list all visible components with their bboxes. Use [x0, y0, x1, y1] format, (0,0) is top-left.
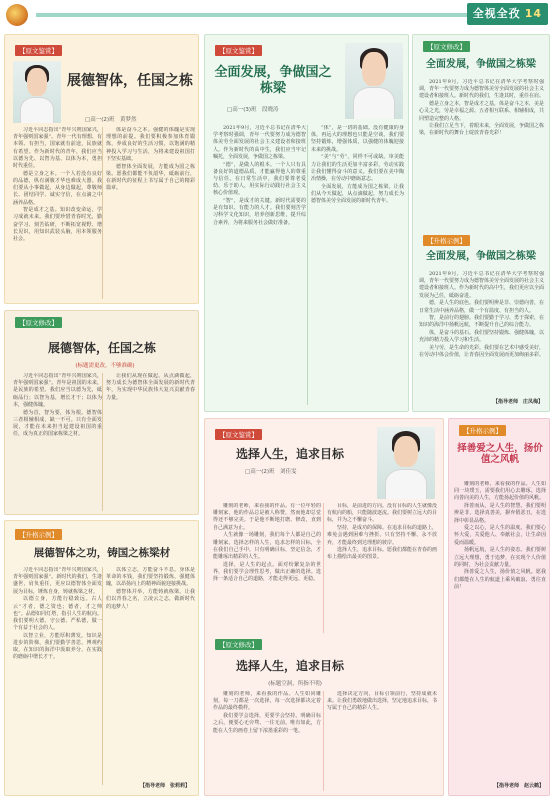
article-body-col-2: “体”，是一切的基础。没有健康的身体，再远大的理想也只能是空谈。我们要坚持锻炼，增强体质，以强健的体魄迎接未来的挑战。 “美”与“劳”，同样不可或缺。审美能力让我们的生活更加丰富多彩，劳动实践让我们懂得奋斗的意义。我们要在美中陶冶情操，在劳动中磨砺意志。 全面发展，方能成为国之栋梁。让我们从今天做起，从点滴做起，努力成长为德智体美劳全面发展的新时代青年。 [311, 125, 404, 205]
article-body: 雕刻的老师，来看我的作品。人生如同一块璞玉，需要我们用心去雕琢。选择向善向美的人生，方能扬起价值的风帆。 择善而从，是人生的智慧。我们要明辨是非，选择真善美，摒弃假恶丑，在选择中彰显品格。 爱之以心，是人生的温度。我们要心怀大爱，关爱他人、奉献社会，让生命因爱而温暖。 扬帆远航，是人生的姿态。我们要树立远大理想，勇于追梦，在实现个人价值的同时，为社会贡献力量。 择善爱之人生，扬价值之风帆。愿我们都能在人生的航道上乘风破浪、勇往直前！ [454, 481, 546, 590]
article-title: 选择人生，追求目标 [235, 659, 344, 673]
article-title: 展德智体，任国之栋 [67, 73, 193, 89]
article-tag: 【原文修改】 [15, 317, 62, 328]
teacher-signature: 【指导老师 张莉莉】 [139, 783, 190, 789]
column-divider [102, 127, 103, 299]
article-tag: 【升格示例】 [423, 235, 470, 246]
article-body-col-2: 体是奋斗之本。强健的体魄是实现理想的前提。我们要积极参加体育锻炼，养成良好的生活习惯，以饱满的精神投入学习与生活，为将来建设祖国打下坚实基础。 德智体全面发展，方能成为国之栋梁。愿我们都能不负韶华，砥砺前行，在新时代的征程上书写属于自己的精彩篇章。 [106, 127, 195, 192]
article-title: 展德智体，任国之栋 [47, 341, 156, 355]
article-title: 选择人生，追求目标 [235, 447, 344, 461]
teacher-signature: 【指导老师 庄凤梅】 [492, 399, 543, 405]
article-panel-bottom-left [204, 418, 444, 796]
column-divider [102, 373, 103, 511]
article-author: □高一(3)班 段晓涛 [227, 107, 279, 113]
article-body: 2021年9月，习近平总书记在清华大学考察时强调，青年一代要努力成为德智体美劳全面发展的社会主义建设者和接班人。作为新时代的高中生，我们更应以全面发展为己任，砥砺奋进。 德，是人生的底色。我们要明辨是非、崇德向善，在日常生活中涵养品格，做一个有温度、有担当的人。 智，是前行的翅膀。我们要勤于学习、勇于探索，在知识的海洋中扬帆远航，不断提升自己的综合能力。 体，是奋斗的基石。我们要坚持锻炼、强健体魄，以充沛的精力投入学习和生活。 美与劳，是生命的光彩。我们要在艺术中感受美好，在劳动中体会价值，让青春因全面发展而更加绚丽多彩。 [419, 271, 544, 359]
article-tag: 【原文鉴赏】 [15, 45, 62, 56]
article-panel-middle [204, 34, 409, 412]
article-panel-left-3 [4, 520, 199, 796]
student-photo [377, 427, 435, 499]
article-body-col-1: 雕刻的老师，来看我的作品。有一位年轻的雕刻家，他的作品总是被人称赞，然而他却总觉得还不够完美。于是他不断地打磨、修改，直到自己满意为止。 人生就像一场雕刻，我们每个人都是自己的雕刻家。选择怎样的人生，追求怎样的目标，全在我们自己手中。只有明确目标，坚定信念，才能雕琢出精彩的人生。 选择，是人生的起点。面对纷繁复杂的世界，我们要学会理性思考，做出正确的选择。选择一条适合自己的道路，才能走得更远、更稳。 [213, 503, 321, 583]
article-tag: 【升格示例】 [15, 529, 62, 540]
article-author: □高一(2)班 刘佳雯 [245, 469, 297, 475]
page-number: 14 [524, 7, 542, 20]
header-band [36, 13, 486, 17]
teacher-signature: 【指导老师 赵云鹤】 [493, 783, 544, 789]
article-title: 全面发展，争做国之栋梁 [426, 59, 536, 70]
column-divider [102, 567, 103, 785]
article-title: 择善爱之人生，扬价值之风帆 [457, 443, 543, 466]
article-tag: 【原文鉴赏】 [215, 45, 262, 56]
article-body-col-1: 习近平同志指出“青年兴则国家兴，青年强则国家强”。青年一代有理想、有本领、有担当，国家就有前途，民族就有希望。作为新时代的青年，我们应当以德为先、以智为基、以体为本，勇担时代重任。 德是立身之本。一个人若没有良好的品德，纵有满腹才华也难成大器。我们要从小事做起，从身边做起，尊敬师长、团结同学、诚实守信，在点滴之中涵养品格。 智是成才之基。知识改变命运，学习成就未来。我们要珍惜青春时光，勤奋学习、刻苦钻研，不断拓宽视野、增长见识，用知识武装头脑，用本领服务社会。 [13, 127, 102, 243]
masthead [0, 0, 554, 30]
article-body-col-2: 选择决定方向，目标引领前行，坚持成就未来。让我们勇敢地做出选择，坚定地追求目标，书写属于自己的精彩人生。 [327, 691, 437, 712]
section-title [467, 3, 548, 25]
article-body: 2021年9月，习近平总书记在清华大学考察时强调，青年一代要努力成为德智体美劳全面发展的社会主义建设者和接班人。新时代的我们，生逢其时，重任在肩。 德是立身之本，智是成才之基，体是奋斗之本，美是心灵之光，劳是幸福之源。五者相互联系、相辅相成，共同塑造完整的人格。 让我们立足当下，着眼未来，全面发展，争做国之栋梁，在新时代的舞台上绽放青春光彩！ [419, 79, 544, 137]
article-panel-bottom-right [448, 418, 550, 796]
student-photo [345, 43, 403, 119]
school-logo-icon [6, 4, 28, 26]
article-body-col-1: 习近平同志指出“青年兴则国家兴，青年强则国家强”。青年是祖国的未来，是民族的希望。我们应当以德为先，砥砺品行；以智为基，增长才干；以体为本，强健体魄。 德为首，智为要，体为根。德智体三者相辅相成，缺一不可。只有全面发展，才能在未来担当起建设祖国的重任，成为真正的国家栋梁之材。 [13, 373, 102, 438]
article-panel-left-1 [4, 34, 199, 304]
article-body-col-2: 目标，是前进的方向。没有目标的人生就像没有航向的船，只能随波逐流。我们要树立远大的目标，并为之不懈奋斗。 坚持，是成功的保障。在追求目标的道路上，难免会遇到困难与挫折。只有坚持不懈、永不放弃，才能最终到达理想的彼岸。 选择人生，追求目标。愿我们都能在青春的画布上描绘出最美的图景。 [327, 503, 437, 561]
column-divider [323, 503, 324, 633]
column-divider [323, 691, 324, 791]
article-body-col-1: 2021年9月，习近平总书记在清华大学考察时强调，青年一代要努力成为德智体美劳全面发展的社会主义建设者和接班人。作为新时代的高中生，我们应当牢记嘱托，全面发展，争做国之栋梁。 “德”，是做人的根本。一个人只有具备良好的道德品质，才能赢得他人的尊重与信任。在日常生活中，我们要尊老爱幼、乐于助人，用实际行动践行社会主义核心价值观。 “智”，是成才的关键。新时代需要的是有知识、有能力的人才。我们要刻苦学习科学文化知识，培养创新思维，提升综合素养，为将来服务社会做好准备。 [213, 125, 306, 226]
student-photo [13, 61, 61, 123]
article-title: 全面发展，争做国之栋梁 [214, 65, 332, 96]
article-body-col-2: 以体立志，方能奋斗不息。身体是革命的本钱，我们要坚持锻炼，强健体魄，以昂扬向上的精神面貌迎接挑战。 德智体并举，方能铸就栋梁。让我们以青春之名，立凌云之志，做新时代的追梦人！ [106, 567, 195, 610]
article-tag: 【升格示例】 [459, 425, 506, 436]
article-tag: 【原文鉴赏】 [215, 429, 262, 440]
article-subtitle: (标题需更改，不够准确) [75, 363, 135, 369]
column-divider [307, 125, 308, 405]
article-tag: 【原文修改】 [423, 41, 470, 52]
article-body-col-1: 习近平同志指出“青年兴则国家兴，青年强则国家强”。新时代的我们，生逢盛世，肩负重任，更应以德智体全面发展为目标，锤炼自身，铸就栋梁之材。 以德立身，方能行稳致远。古人云“才者，德之资也；德者，才之帅也”。品德如同灯塔，指引人生的航向。我们要明大德、守公德、严私德，做一个有益于社会的人。 以智立业，方能厚积薄发。知识是进步的阶梯，我们要勤学善思，博观约取，在知识的海洋中汲取养分，在实践的磨砺中增长才干。 [13, 567, 102, 661]
article-author: □高一(2)班 黄梦然 [85, 117, 137, 123]
article-subtitle: (标题空洞，所指不明) [268, 681, 322, 687]
article-panel-right [412, 34, 550, 412]
article-title: 展德智体之功，铸国之栋梁材 [33, 547, 171, 559]
article-panel-left-2 [4, 310, 199, 515]
article-body-col-1: 雕刻的老师，来看我的作品。人生如同雕刻，每一刀都是一次选择，每一次选择都决定着作品的最终模样。 我们要学会选择，更要学会坚持。明确目标之后，便要心无旁骛、一往无前。唯有如此，方能在人生的画卷上留下浓墨重彩的一笔。 [213, 691, 321, 734]
section-title-text: 全视全孜 [472, 7, 521, 20]
article-tag: 【原文修改】 [215, 639, 262, 650]
article-body-col-2: 让我们从现在做起，从点滴做起，努力成长为德智体全面发展的新时代青年，为实现中华民族伟大复兴贡献青春力量。 [106, 373, 195, 401]
article-title: 全面发展，争做国之栋梁 [426, 251, 536, 262]
